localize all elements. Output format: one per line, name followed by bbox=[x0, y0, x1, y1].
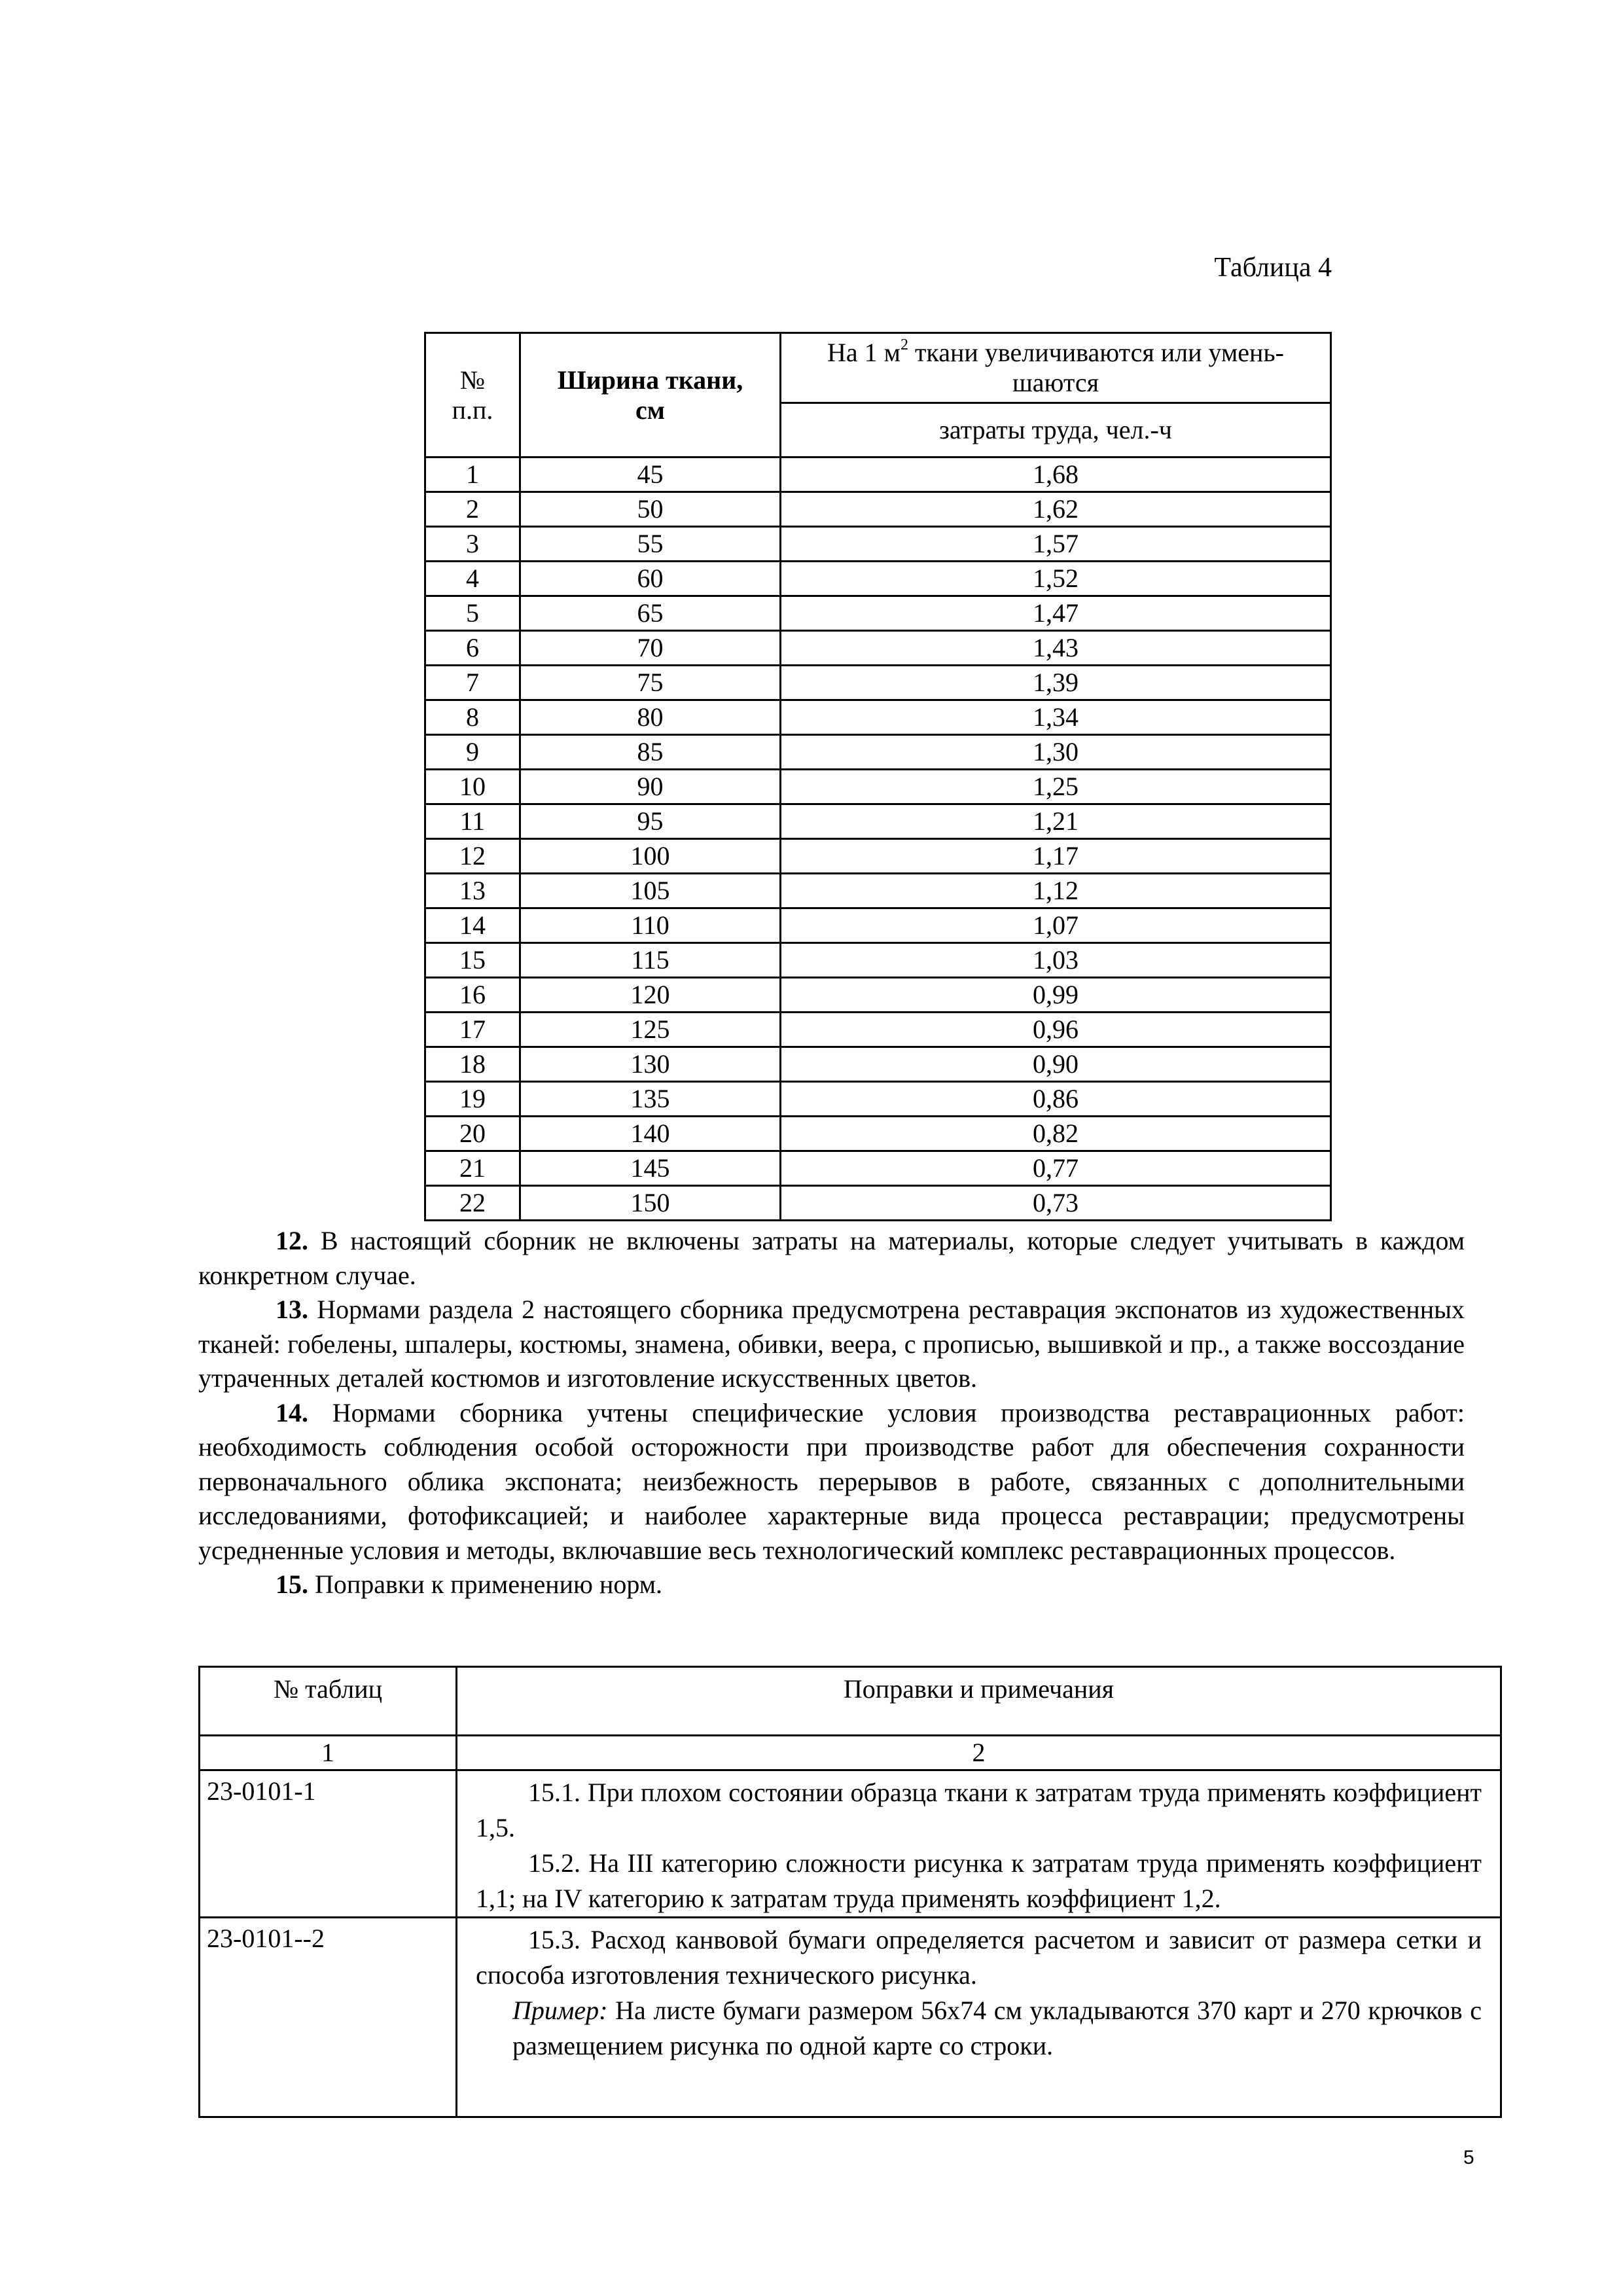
row-number: 11 bbox=[425, 804, 520, 839]
labor-cost: 0,99 bbox=[781, 978, 1331, 1013]
table-row bbox=[425, 735, 1331, 770]
fabric-width: 150 bbox=[520, 1186, 781, 1221]
row-number: 17 bbox=[425, 1013, 520, 1047]
fabric-width: 50 bbox=[520, 492, 781, 527]
note-15-3: 15.3. Расход канвовой бумаги определяется расчетом и зависит от размера сетки и способа изготовления технического рисунка. bbox=[476, 1925, 1482, 1990]
labor-cost: 0,77 bbox=[781, 1151, 1331, 1186]
example-text: На листе бумаги размером 56х74 см укладываются 370 карт и 270 крючков с размещением рисунка по одной карте со строки. bbox=[512, 1996, 1482, 2060]
labor-cost: 0,73 bbox=[781, 1186, 1331, 1221]
paragraph-12: 12. В настоящий сборник не включены затраты на материалы, которые следует учитывать в каждом конкретном случае. bbox=[198, 1226, 1465, 1290]
row-number: 2 bbox=[425, 492, 520, 527]
header-labor-cost: затраты труда, чел.-ч bbox=[781, 403, 1331, 457]
note-15-1: 15.1. При плохом состоянии образца ткани к затратам труда применять коэффициент 1,5. bbox=[476, 1778, 1482, 1842]
fabric-width: 95 bbox=[520, 804, 781, 839]
table-row bbox=[200, 1918, 1501, 2117]
table-row bbox=[425, 908, 1331, 943]
table-code: 23-0101-1 bbox=[200, 1770, 457, 1918]
table-code: 23-0101--2 bbox=[200, 1918, 457, 2117]
fabric-width: 125 bbox=[520, 1013, 781, 1047]
correction-notes bbox=[457, 1770, 1501, 1918]
row-number: 19 bbox=[425, 1082, 520, 1117]
correction-notes bbox=[457, 1918, 1501, 2117]
paragraph-15: 15. Поправки к применению норм. bbox=[276, 1570, 663, 1599]
table-row bbox=[425, 596, 1331, 631]
table-row bbox=[425, 562, 1331, 596]
column-number-1: 1 bbox=[200, 1736, 457, 1770]
labor-cost: 1,12 bbox=[781, 874, 1331, 908]
table-row bbox=[200, 1770, 1501, 1918]
labor-cost: 0,96 bbox=[781, 1013, 1331, 1047]
header-table-number: № таблиц bbox=[200, 1667, 457, 1736]
row-number: 22 bbox=[425, 1186, 520, 1221]
table-body bbox=[425, 457, 1331, 1221]
row-number: 18 bbox=[425, 1047, 520, 1082]
row-number: 15 bbox=[425, 943, 520, 978]
table-row bbox=[425, 700, 1331, 735]
table-row bbox=[425, 1047, 1331, 1082]
row-number: 9 bbox=[425, 735, 520, 770]
table-row bbox=[425, 527, 1331, 562]
table-row bbox=[425, 1186, 1331, 1221]
row-number: 1 bbox=[425, 457, 520, 492]
example-note bbox=[476, 1993, 1482, 2064]
labor-cost: 1,39 bbox=[781, 666, 1331, 700]
table-row bbox=[425, 770, 1331, 804]
corrections-table bbox=[198, 1666, 1502, 2118]
row-number: 16 bbox=[425, 978, 520, 1013]
fabric-width: 70 bbox=[520, 631, 781, 666]
table-caption: Таблица 4 bbox=[1214, 253, 1332, 283]
row-number: 7 bbox=[425, 666, 520, 700]
row-number: 21 bbox=[425, 1151, 520, 1186]
example-label: Пример: bbox=[512, 1996, 608, 2025]
table-row bbox=[425, 804, 1331, 839]
labor-cost: 1,47 bbox=[781, 596, 1331, 631]
header-fabric-width: Ширина ткани, см bbox=[520, 333, 781, 457]
labor-cost: 1,17 bbox=[781, 839, 1331, 874]
table-row bbox=[425, 631, 1331, 666]
fabric-width: 115 bbox=[520, 943, 781, 978]
row-number: 10 bbox=[425, 770, 520, 804]
fabric-width: 105 bbox=[520, 874, 781, 908]
row-number: 8 bbox=[425, 700, 520, 735]
labor-cost: 1,68 bbox=[781, 457, 1331, 492]
paragraph-14: 14. Нормами сборника учтены специфические условия производства реставрационных работ: необходимость соблюдения особой осторожности при производстве работ для обеспечения сохранности первоначального облика экспоната; неизбежность перерывов в работе, связанных с дополнительными исследованиями, фотофиксацией; и наиболее характерные вида процесса реставрации; предусмотрены усредненные условия и методы, включавшие весь технологический комплекс реставрационных процессов. bbox=[198, 1397, 1465, 1565]
table-row bbox=[425, 1013, 1331, 1047]
labor-cost: 1,57 bbox=[781, 527, 1331, 562]
row-number: 4 bbox=[425, 562, 520, 596]
fabric-width: 120 bbox=[520, 978, 781, 1013]
column-number-2: 2 bbox=[457, 1736, 1501, 1770]
fabric-width: 110 bbox=[520, 908, 781, 943]
fabric-width-labor-table bbox=[424, 332, 1332, 1221]
labor-cost: 1,03 bbox=[781, 943, 1331, 978]
labor-cost: 1,52 bbox=[781, 562, 1331, 596]
row-number: 3 bbox=[425, 527, 520, 562]
table-row bbox=[425, 874, 1331, 908]
fabric-width: 85 bbox=[520, 735, 781, 770]
fabric-width: 135 bbox=[520, 1082, 781, 1117]
table-row bbox=[425, 839, 1331, 874]
note-15-2: 15.2. На III категорию сложности рисунка к затратам труда применять коэффициент 1,1; на IV категорию к затратам труда применять коэффициент 1,2. bbox=[476, 1848, 1482, 1913]
row-number: 20 bbox=[425, 1117, 520, 1151]
labor-cost: 0,86 bbox=[781, 1082, 1331, 1117]
fabric-width: 90 bbox=[520, 770, 781, 804]
table-row bbox=[425, 1117, 1331, 1151]
labor-cost: 1,07 bbox=[781, 908, 1331, 943]
fabric-width: 145 bbox=[520, 1151, 781, 1186]
labor-cost: 0,90 bbox=[781, 1047, 1331, 1082]
labor-cost: 1,21 bbox=[781, 804, 1331, 839]
table-row bbox=[425, 943, 1331, 978]
fabric-width: 60 bbox=[520, 562, 781, 596]
table-row bbox=[425, 457, 1331, 492]
labor-cost: 1,43 bbox=[781, 631, 1331, 666]
fabric-width: 100 bbox=[520, 839, 781, 874]
table-row bbox=[425, 666, 1331, 700]
row-number: 14 bbox=[425, 908, 520, 943]
table-row bbox=[425, 1151, 1331, 1186]
header-per-square-meter: На 1 $м^2$ ткани увеличиваются или умень- шаются bbox=[781, 333, 1331, 403]
paragraphs bbox=[198, 1224, 1465, 1602]
labor-cost: 0,82 bbox=[781, 1117, 1331, 1151]
fabric-width: 45 bbox=[520, 457, 781, 492]
labor-cost: 1,62 bbox=[781, 492, 1331, 527]
fabric-width: 65 bbox=[520, 596, 781, 631]
row-number: 5 bbox=[425, 596, 520, 631]
labor-cost: 1,30 bbox=[781, 735, 1331, 770]
row-number: 6 bbox=[425, 631, 520, 666]
header-row-number: № п.п. bbox=[425, 333, 520, 457]
labor-cost: 1,34 bbox=[781, 700, 1331, 735]
row-number: 13 bbox=[425, 874, 520, 908]
paragraph-13: 13. Нормами раздела 2 настоящего сборника предусмотрена реставрация экспонатов из художественных тканей: гобелены, шпалеры, костюмы, знамена, обивки, веера, с прописью, вышивкой и пр., а также воссоздание утраченных деталей костюмов и изготовление искусственных цветов. bbox=[198, 1295, 1465, 1393]
fabric-width: 130 bbox=[520, 1047, 781, 1082]
labor-cost: 1,25 bbox=[781, 770, 1331, 804]
fabric-width: 80 bbox=[520, 700, 781, 735]
fabric-width: 75 bbox=[520, 666, 781, 700]
fabric-width: 55 bbox=[520, 527, 781, 562]
table-row bbox=[425, 492, 1331, 527]
header-corrections-notes: Поправки и примечания bbox=[457, 1667, 1501, 1736]
page-number: 5 bbox=[1463, 2147, 1474, 2168]
table-row bbox=[425, 978, 1331, 1013]
row-number: 12 bbox=[425, 839, 520, 874]
fabric-width: 140 bbox=[520, 1117, 781, 1151]
table-row bbox=[425, 1082, 1331, 1117]
